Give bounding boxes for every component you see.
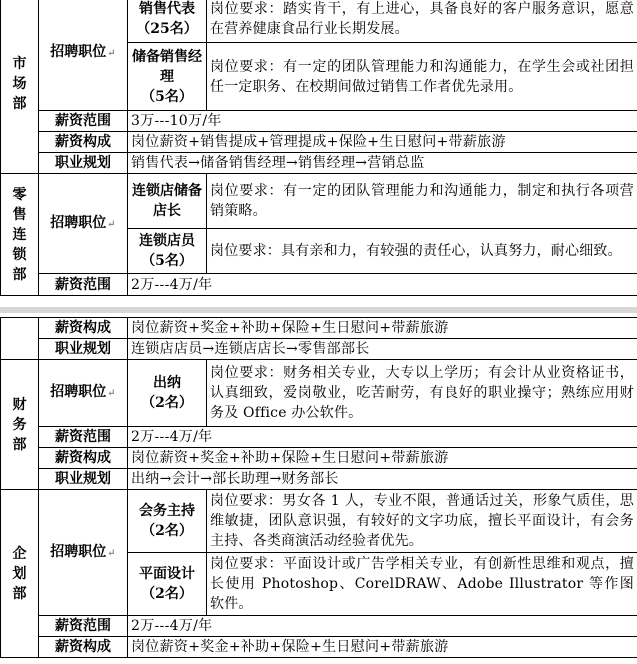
- requirement-reserve-store-manager: 岗位要求：有一定的团队管理能力和沟通能力，制定和执行各项营销策略。: [207, 174, 637, 229]
- recruit-label: 招聘职位↵: [39, 0, 128, 111]
- paragraph-mark: ↵: [107, 388, 116, 399]
- requirement-event-host: 岗位要求：男女各 1 人，专业不限，普通话过关，形象气质佳，思维敏捷，团队意识强，有较好的文字功底，擅长平面设计，有会务主持、各类商演活动经验者优先。: [207, 490, 637, 553]
- career-path-value: 连锁店店员→连锁店店长→零售部部长: [128, 339, 637, 360]
- salary-range-label: 薪资范围: [39, 111, 128, 132]
- page-break-shade: [0, 307, 637, 313]
- salary-range-value: 2万---4万/年: [128, 616, 637, 637]
- salary-range-value: 3万---10万/年: [128, 111, 637, 132]
- salary-structure-label: 薪资构成: [39, 448, 128, 469]
- paragraph-mark: ↵: [107, 547, 116, 559]
- career-path-label: 职业规划: [39, 153, 128, 174]
- paragraph-mark: ↵: [107, 47, 116, 59]
- position-reserve-sales-manager: 储备销售经理 （5名）: [128, 43, 207, 111]
- salary-structure-value: 岗位薪资+奖金+补助+保险+生日慰问+带薪旅游: [128, 637, 637, 658]
- dept-planning: 企划部: [1, 490, 39, 658]
- position-sales-rep: 销售代表 （25名）: [128, 0, 207, 43]
- position-store-clerk: 连锁店员 （5名）: [128, 229, 207, 274]
- requirement-cashier: 岗位要求：财务相关专业，大专以上学历；有会计从业资格证书，认真细致，爱岗敬业，吃苦耐劳，有良好的职业操守；熟练应用财务及 Office 办公软件。: [207, 360, 637, 427]
- career-path-label: 职业规划: [39, 339, 128, 360]
- dept-finance: 财务部: [1, 360, 39, 490]
- position-cashier: 出纳 （2名）: [128, 360, 207, 427]
- career-path-label: 职业规划: [39, 469, 128, 490]
- position-reserve-store-manager: 连锁店储备店长: [128, 174, 207, 229]
- salary-structure-value: 岗位薪资+奖金+补助+保险+生日慰问+带薪旅游: [128, 318, 637, 339]
- requirement-store-clerk: 岗位要求：具有亲和力，有较强的责任心，认真努力，耐心细致。: [207, 229, 637, 274]
- recruit-label: 招聘职位↵: [39, 360, 128, 427]
- position-event-host: 会务主持 （2名）: [128, 490, 207, 553]
- recruitment-table-page2: [0, 317, 637, 658]
- recruit-label: 招聘职位↵: [39, 174, 128, 274]
- dept-retail-continued: [1, 318, 39, 360]
- salary-range-value: 2万---4万/年: [128, 427, 637, 448]
- salary-structure-label: 薪资构成: [39, 318, 128, 339]
- requirement-graphic-designer: 岗位要求：平面设计或广告学相关专业，有创新性思维和观点，擅长使用 Photoshop、CorelDRAW、Adobe Illustrator 等作图软件。: [207, 553, 637, 616]
- dept-retail: 零售连锁部: [1, 174, 39, 296]
- salary-range-value: 2万---4万/年: [128, 274, 637, 296]
- recruitment-table-page1: [0, 0, 637, 296]
- salary-range-label: 薪资范围: [39, 274, 128, 296]
- career-path-value: 销售代表→储备销售经理→销售经理→营销总监: [128, 153, 637, 174]
- salary-structure-value: 岗位薪资+奖金+补助+保险+生日慰问+带薪旅游: [128, 448, 637, 469]
- requirement-sales-rep: 岗位要求：踏实肯干，有上进心，具备良好的客户服务意识，愿意在营养健康食品行业长期发展。: [207, 0, 637, 43]
- salary-structure-value: 岗位薪资+销售提成+管理提成+保险+生日慰问+带薪旅游: [128, 132, 637, 153]
- position-graphic-designer: 平面设计 （2名）: [128, 553, 207, 616]
- dept-marketing: 市场部: [1, 0, 39, 174]
- recruit-label: 招聘职位↵: [39, 490, 128, 616]
- salary-range-label: 薪资范围: [39, 616, 128, 637]
- salary-structure-label: 薪资构成: [39, 637, 128, 658]
- page-break: [0, 304, 637, 318]
- paragraph-mark: ↵: [107, 218, 116, 230]
- salary-structure-label: 薪资构成: [39, 132, 128, 153]
- salary-range-label: 薪资范围: [39, 427, 128, 448]
- career-path-value: 出纳→会计→部长助理→财务部长: [128, 469, 637, 490]
- requirement-reserve-sales-manager: 岗位要求：有一定的团队管理能力和沟通能力，在学生会或社团担任一定职务、在校期间做过销售工作者优先录用。: [207, 43, 637, 111]
